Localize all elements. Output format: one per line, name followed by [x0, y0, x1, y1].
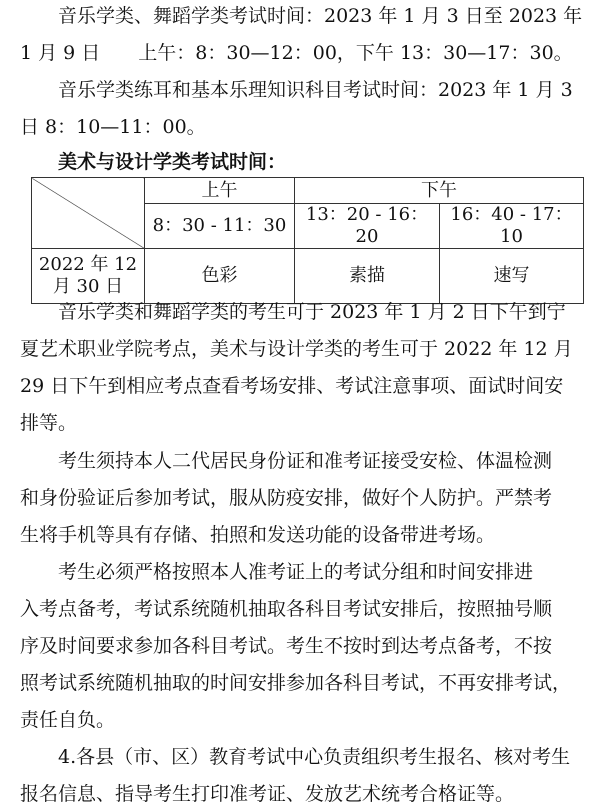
table-corner-cell: [32, 178, 145, 249]
header-morning: 上午: [145, 178, 295, 204]
paragraph-line: 4.各县（市、区）教育考试中心负责组织考生报名、核对考生: [58, 746, 571, 768]
paragraph-line: 责任自负。: [20, 709, 116, 731]
art-section-title: 美术与设计学类考试时间：: [58, 151, 287, 173]
paragraph-line: 夏艺术职业学院考点，美术与设计学类的考生可于 2022 年 12 月: [20, 338, 573, 360]
subject-cell: 速写: [440, 249, 584, 304]
intro-line: 日 8：10—11：00。: [20, 116, 206, 138]
time-slot: 13：20 - 16：20: [295, 204, 440, 249]
paragraph-line: 入考点备考，考试系统随机抽取各科目考试安排后，按照抽号顺: [20, 598, 553, 620]
subject-cell: 素描: [295, 249, 440, 304]
exam-date: 2022 年 12 月 30 日: [32, 249, 145, 304]
intro-line: 音乐学类、舞蹈学类考试时间：2023 年 1 月 3 日至 2023 年: [58, 5, 583, 27]
time-slot: 8：30 - 11：30: [145, 204, 295, 249]
paragraph-line: 报名信息、指导考生打印准考证、发放艺术统考合格证等。: [20, 783, 515, 805]
paragraph-line: 音乐学类和舞蹈学类的考生可于 2023 年 1 月 2 日下午到宁: [58, 301, 566, 323]
intro-line: 音乐学类练耳和基本乐理知识科目考试时间：2023 年 1 月 3: [58, 79, 573, 101]
paragraph-line: 排等。: [20, 412, 78, 434]
paragraph-line: 29 日下午到相应考点查看考场安排、考试注意事项、面试时间安: [20, 375, 564, 397]
time-slot: 16：40 - 17：10: [440, 204, 584, 249]
exam-schedule-table: [31, 177, 584, 304]
paragraph-line: 考生必须严格按照本人准考证上的考试分组和时间安排进: [58, 561, 534, 583]
paragraph-line: 考生须持本人二代居民身份证和准考证接受安检、体温检测: [58, 450, 553, 472]
subject-cell: 色彩: [145, 249, 295, 304]
paragraph-line: 序及时间要求参加各科目考试。考生不按时到达考点备考，不按: [20, 635, 553, 657]
paragraph-line: 和身份验证后参加考试，服从防疫安排，做好个人防护。严禁考: [20, 487, 553, 509]
paragraph-line: 照考试系统随机抽取的时间安排参加各科目考试，不再安排考试，: [20, 672, 572, 694]
header-afternoon: 下午: [295, 178, 584, 204]
intro-line: 1 月 9 日 上午：8：30—12：00，下午 13：30—17：30。: [20, 42, 573, 64]
paragraph-line: 生将手机等具有存储、拍照和发送功能的设备带进考场。: [20, 524, 496, 546]
